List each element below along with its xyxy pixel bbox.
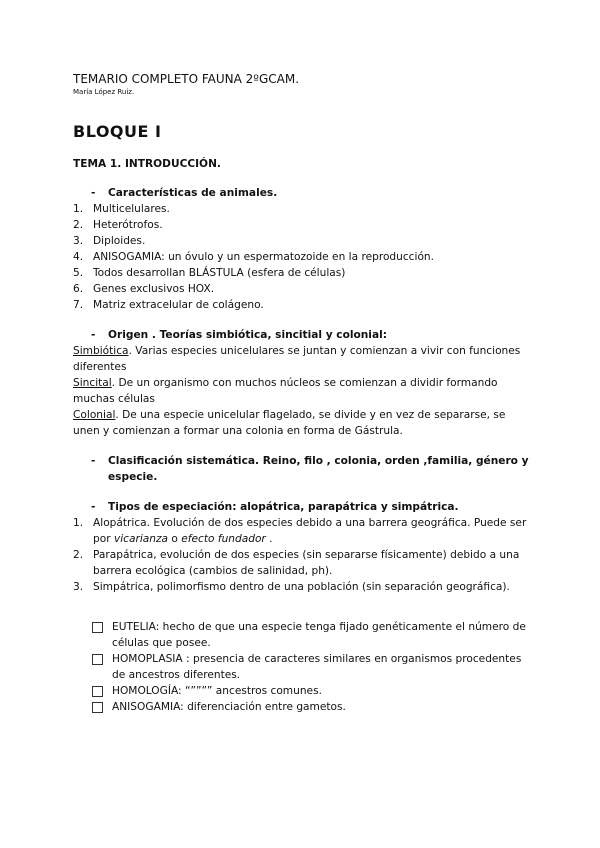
list-item: 3. Simpátrica, polimorfismo dentro de una población (sin separación geográfica). [73, 581, 510, 593]
bullet-dash: - [91, 187, 96, 199]
bullet-heading: Tipos de especiación: alopátrica, parapátrica y simpátrica. [108, 501, 459, 513]
bullet-heading: Características de animales. [108, 187, 278, 199]
checklist-item: HOMOPLASIA : presencia de caracteres similares en organismos procedentes de ancestros diferentes. [92, 651, 533, 683]
list-item: 7. Matriz extracelular de colágeno. [73, 299, 264, 311]
paragraph-colonial: Colonial. De una especie unicelular flagelado, se divide y en vez de separarse, se unen y comienzan a formar una colonia en forma de Gástrula. [73, 409, 506, 437]
list-item: 1. Multicelulares. [73, 203, 170, 215]
section-heading-bloque: BLOQUE I [73, 122, 162, 141]
term-underlined: Simbiótica [73, 345, 129, 357]
list-item: 5. Todos desarrollan BLÁSTULA (esfera de células) [73, 267, 346, 279]
term-underlined: Sincital [73, 377, 112, 389]
checklist-item: ANISOGAMIA: diferenciación entre gametos. [92, 699, 533, 715]
bullet-dash: - [91, 455, 96, 467]
list-item: 2. Heterótrofos. [73, 219, 163, 231]
list-item: 1. Alopátrica. Evolución de dos especies debido a una barrera geográfica. Puede ser por vicarianza o efecto fundador . [73, 517, 527, 545]
document-title: TEMARIO COMPLETO FAUNA 2ºGCAM. [73, 72, 300, 86]
author-name: María López Ruiz. [73, 88, 135, 96]
topic-heading: TEMA 1. INTRODUCCIÓN. [73, 158, 221, 170]
list-item: 6. Genes exclusivos HOX. [73, 283, 215, 295]
speciation-list [73, 515, 533, 595]
list-item: 4. ANISOGAMIA: un óvulo y un espermatozoide en la reproducción. [73, 251, 435, 263]
list-item: 2. Parapátrica, evolución de dos especies (sin separarse físicamente) debido a una barrera ecológica (cambios de salinidad, ph). [73, 549, 520, 577]
checklist [73, 619, 533, 715]
checkbox[interactable] [92, 622, 103, 633]
paragraph-sincital: Sincital. De un organismo con muchos núcleos se comienzan a dividir formando muchas células [73, 377, 498, 405]
bullet-caracteristicas [73, 185, 533, 201]
bullet-heading: Clasificación sistemática. Reino, filo , colonia, orden ,familia, género y especie. [108, 455, 529, 483]
characteristics-list [73, 201, 533, 313]
checkbox[interactable] [92, 702, 103, 713]
paragraph-simbiotica: Simbiótica. Varias especies unicelulares se juntan y comienzan a vivir con funciones diferentes [73, 345, 521, 373]
bullet-heading: Origen . Teorías simbiótica, sincitial y colonial: [108, 329, 387, 341]
checkbox[interactable] [92, 686, 103, 697]
term-underlined: Colonial [73, 409, 116, 421]
checkbox[interactable] [92, 654, 103, 665]
bullet-origen [73, 327, 533, 343]
bullet-especiacion [73, 499, 533, 515]
document-page [73, 70, 533, 715]
bullet-dash: - [91, 329, 96, 341]
list-item: 3. Diploides. [73, 235, 146, 247]
bullet-clasificacion [73, 453, 533, 485]
checklist-item: EUTELIA: hecho de que una especie tenga fijado genéticamente el número de células que posee. [92, 619, 533, 651]
bullet-dash: - [91, 501, 96, 513]
checklist-item: HOMOLOGÍA: “”””” ancestros comunes. [92, 683, 533, 699]
